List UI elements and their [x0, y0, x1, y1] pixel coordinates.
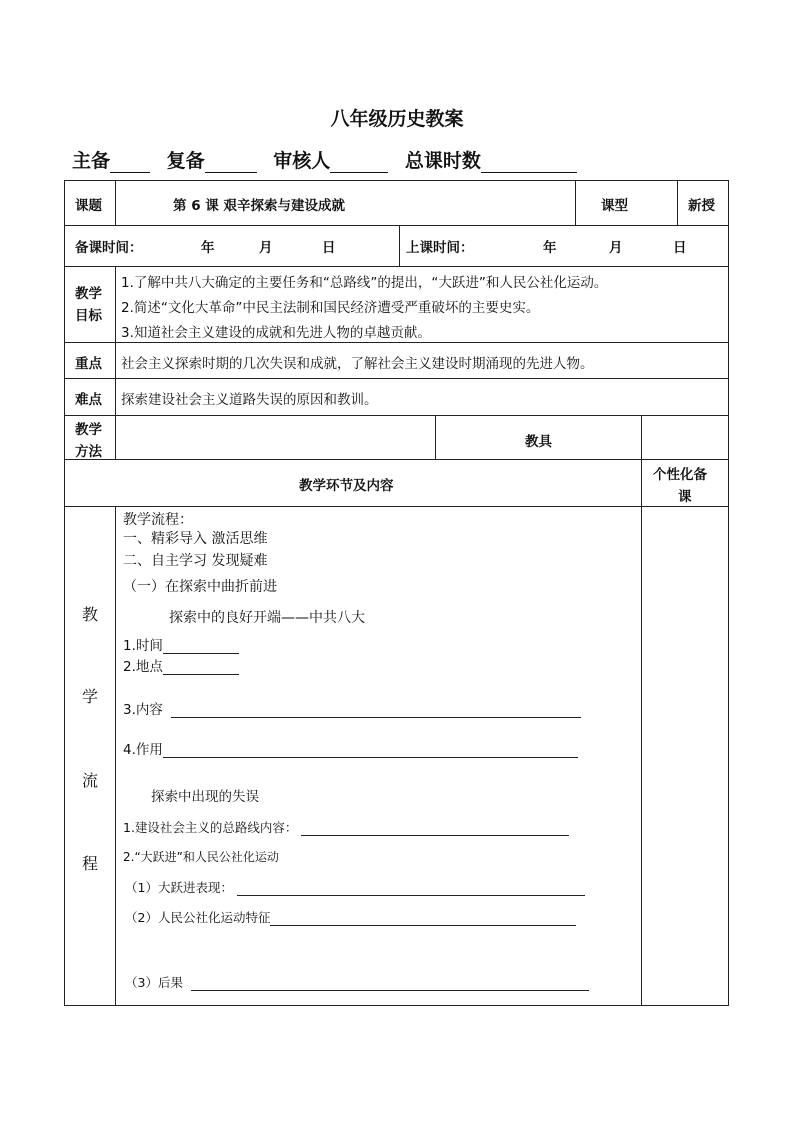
type-value: 新授	[688, 198, 715, 214]
row-divider	[65, 459, 728, 460]
leap-1-blank[interactable]	[237, 881, 585, 896]
type-label: 课型	[601, 198, 628, 214]
general-line-blank[interactable]	[301, 821, 569, 836]
class-time-label: 上课时间：	[406, 240, 474, 256]
row-divider	[65, 225, 728, 226]
personal-header-2: 课	[678, 489, 692, 505]
main-prep-label: 主备	[72, 150, 111, 172]
q-content-blank[interactable]	[171, 703, 581, 718]
method-label-2: 方法	[75, 444, 102, 460]
col-divider	[435, 415, 436, 459]
flow-sub1: （一）在探索中曲折前进	[123, 579, 277, 595]
col-divider	[641, 415, 642, 459]
leap-3-blank[interactable]	[191, 976, 589, 991]
tools-label: 教具	[525, 434, 552, 450]
prep-month: 月	[259, 240, 273, 256]
row-divider	[65, 378, 728, 379]
q-effect: 4.作用	[123, 738, 578, 758]
co-prep-blank[interactable]	[205, 150, 257, 173]
q-time-blank[interactable]	[163, 639, 239, 654]
q-content: 3.内容	[123, 698, 581, 718]
leap-2-blank[interactable]	[270, 911, 576, 926]
col-divider	[641, 459, 642, 1005]
co-prep-label: 复备	[166, 150, 205, 172]
flow-vertical-char: 学	[81, 687, 98, 706]
doc-title: 八年级历史教案	[330, 108, 464, 130]
flow-step2: 二、自主学习 发现疑难	[123, 553, 268, 569]
personal-header-1: 个性化备	[653, 467, 707, 483]
flow-mistakes: 探索中出现的失误	[151, 789, 259, 805]
col-divider	[115, 506, 116, 1005]
col-divider	[677, 181, 678, 225]
leap-1: （1）大跃进表现：	[125, 878, 585, 896]
goal-item: 3.知道社会主义建设的成就和先进人物的卓越贡献。	[121, 325, 431, 341]
goals-label-2: 目标	[75, 308, 102, 324]
q-place-blank[interactable]	[163, 660, 239, 675]
content-header: 教学环节及内容	[299, 478, 394, 494]
flow-leap: 2.“大跃进”和人民公社化运动	[123, 850, 279, 864]
staff-line	[72, 146, 587, 173]
prep-day: 日	[322, 240, 336, 256]
total-hours-blank[interactable]	[481, 150, 577, 173]
row-divider	[65, 415, 728, 416]
q-effect-blank[interactable]	[163, 743, 578, 758]
difficult-points-label: 难点	[75, 392, 102, 408]
row-divider	[65, 266, 728, 267]
goal-item: 1.了解中共八大确定的主要任务和“总路线”的提出，“大跃进”和人民公社化运动。	[121, 275, 608, 291]
class-month: 月	[609, 240, 623, 256]
goals-label-1: 教学	[75, 286, 102, 302]
prep-time-label: 备课时间：	[75, 240, 143, 256]
key-points-text: 社会主义探索时期的几次失误和成就，了解社会主义建设时期涌现的先进人物。	[121, 356, 594, 372]
flow-vertical-char: 程	[81, 854, 98, 873]
row-divider	[65, 506, 728, 507]
class-year: 年	[543, 240, 557, 256]
main-prep-blank[interactable]	[110, 150, 150, 173]
general-line: 1.建设社会主义的总路线内容：	[123, 818, 569, 836]
leap-3: （3）后果	[125, 973, 589, 991]
method-label-1: 教学	[75, 422, 102, 438]
topic-label: 课题	[75, 198, 102, 214]
difficult-points-text: 探索建设社会主义道路失误的原因和教训。	[121, 392, 378, 408]
reviewer-label: 审核人	[273, 150, 331, 172]
flow-vertical-char: 流	[81, 771, 98, 790]
col-divider	[575, 181, 576, 225]
class-day: 日	[673, 240, 687, 256]
col-divider	[115, 266, 116, 459]
topic-value: 第 6 课 艰辛探索与建设成就	[173, 198, 345, 214]
key-points-label: 重点	[75, 356, 102, 372]
lesson-plan-table	[64, 180, 729, 1006]
flow-good-start: 探索中的良好开端——中共八大	[169, 610, 365, 626]
flow-vertical-char: 教	[81, 605, 98, 624]
q-place: 2.地点	[123, 655, 239, 675]
goal-item: 2.简述“文化大革命”中民主法制和国民经济遭受严重破坏的主要史实。	[121, 300, 540, 316]
flow-step1: 一、精彩导入 激活思维	[123, 531, 268, 547]
prep-year: 年	[201, 240, 215, 256]
col-divider	[399, 225, 400, 266]
reviewer-blank[interactable]	[330, 150, 388, 173]
row-divider	[65, 342, 728, 343]
col-divider	[115, 181, 116, 225]
leap-2: （2）人民公社化运动特征	[125, 908, 576, 926]
q-time: 1.时间	[123, 634, 239, 654]
total-hours-label: 总课时数	[404, 150, 481, 172]
flow-intro: 教学流程：	[123, 512, 193, 528]
